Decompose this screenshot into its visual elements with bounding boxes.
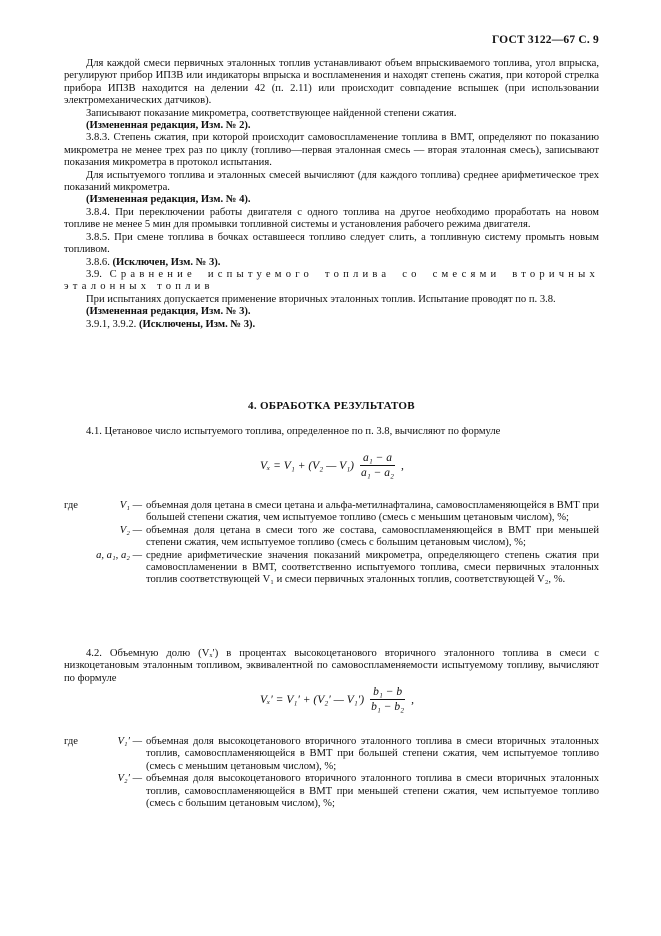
clause-number: 3.8.6. — [86, 256, 110, 268]
paragraph: 3.8.4. При переключении работы двигателя с одного топлива на другое необходимо проработать на новом топливе не менее 5 мин для промывки топливной системы и установления рабочего режима двигателя. — [64, 206, 599, 231]
definition-row — [64, 736, 599, 773]
definition-row — [64, 500, 599, 525]
paragraph: Записывают показание микрометра, соответствующее найденной степени сжатия. — [86, 107, 457, 119]
definition-text: объемная доля цетана в смеси цетана и альфа-метилнафталина, самовоспламеняющейся в ВМТ при большей степени сжатия, чем испытуемое топливо (смесь с меньшим цетановым числом), %; — [146, 500, 599, 524]
paragraph-excluded — [64, 257, 599, 269]
paragraph-4-2 — [64, 648, 599, 685]
clause-heading — [64, 269, 599, 294]
paragraph: Для испытуемого топлива и эталонных смесей вычисляют (для каждого топлива) среднее арифметическое трех показаний микрометра. — [64, 169, 599, 194]
definitions-formula-1 — [64, 500, 599, 587]
edition-note: (Измененная редакция, Изм. № 3). — [86, 306, 251, 318]
paragraph: 4.2. Объемную долю (Vₓ′) в процентах высокоцетанового вторичного эталонного топлива в смеси с низкоцетановым эталонным топливом, эквивалентной по самовоспламеняемости испытуемому топливу, вычисляют по формуле — [64, 648, 599, 684]
page-header: ГОСТ 3122—67 С. 9 — [491, 34, 599, 46]
clause-title: Сравнение испытуемого топлива со смесями вторичных эталонных топлив — [64, 268, 599, 293]
formula-lhs: Vₓ = V₁ + (V₂ — V₁) — [260, 459, 355, 472]
paragraph: 4.1. Цетановое число испытуемого топлива, определенное по п. 3.8, вычисляют по формуле — [86, 426, 501, 437]
definition-symbol: V₁′ — — [117, 736, 142, 747]
formula-cetane-number — [260, 452, 404, 480]
where-label: где — [64, 736, 78, 747]
formula-numerator: b₁ − b — [370, 686, 405, 700]
definition-text: объемная доля цетана в смеси того же состава, самовоспламеняющейся в ВМТ при меньшей степени сжатия, чем испытуемое топливо (смесь с большим цетановым числом), %; — [146, 524, 599, 549]
definition-text: объемная доля высокоцетанового вторичного эталонного топлива в смеси вторичных эталонных топлив, самовоспламеняющейся в ВМТ при меньшей степени сжатия, чем испытуемое топливо (смесь с большим цетановым числом), %; — [146, 773, 599, 810]
definition-symbol: a, a₁, a₂ — — [96, 549, 142, 561]
formula-tail: , — [401, 459, 404, 472]
formula-secondary-fuel — [260, 686, 414, 714]
where-label: где — [64, 500, 78, 511]
definition-text: объемная доля высокоцетанового вторичного эталонного топлива в смеси вторичных эталонных топлив, самовоспламеняющейся в ВМТ при большей степени сжатия, чем испытуемое топливо (смесь с меньшим цетановым числом), %; — [146, 736, 599, 772]
paragraph-excluded — [64, 319, 599, 331]
edition-note: (Измененная редакция, Изм. № 2). — [86, 120, 251, 132]
formula-fraction — [358, 452, 397, 480]
paragraph: 3.8.3. Степень сжатия, при которой происходит самовоспламенение топлива в ВМТ, определяют по показанию микрометра не менее трех раз по циклу (топливо—первая эталонная смесь — вторая эталонная смесь), записывают показания микрометра в протокол испытания. — [64, 132, 599, 169]
formula-fraction — [368, 686, 407, 714]
definition-symbol: V₂′ — — [117, 773, 142, 785]
definition-row — [64, 773, 599, 810]
definition-text: средние арифметические значения показаний микрометра, определяющего степень сжатия при самовоспламенении в ВМТ, соответственно испытуемого топлива, смеси первичных эталонных топлив соответствующей V₁ и смеси первичных эталонных топлив, соответствующей V₂, %. — [146, 549, 599, 586]
formula-tail: , — [411, 693, 414, 706]
paragraph: При испытаниях допускается применение вторичных эталонных топлив. Испытание проводят по п. 3.8. — [86, 293, 556, 305]
paragraph: Для каждой смеси первичных эталонных топлив устанавливают объем впрыскиваемого топлива, угол впрыска, регулируют прибор ИПЗВ или индикаторы впрыска и воспламенения и находят степень сжатия, при которой стрелка прибора ИПЗВ находится на делении 42 (п. 2.11) или происходит совпадение вспышек (при использовании электромеханических датчиков). — [64, 58, 599, 107]
definition-symbol: V₁ — — [119, 500, 142, 511]
definition-row — [64, 550, 599, 587]
clause-number: 3.9.1, 3.9.2. — [86, 318, 137, 330]
definition-row — [64, 525, 599, 550]
paragraph-group-3-8 — [64, 58, 599, 331]
definitions-formula-2 — [64, 736, 599, 810]
clause-number: 3.9. — [86, 268, 102, 280]
formula-lhs: Vₓ′ = V₁′ + (V₂′ — V₁′) — [260, 693, 365, 706]
definition-symbol: V₂ — — [119, 524, 142, 536]
paragraph: 3.8.5. При смене топлива в бочках оставшееся топливо следует слить, а топливную систему промыть новым топливом. — [64, 231, 599, 256]
edition-note: (Измененная редакция, Изм. № 4). — [86, 194, 251, 206]
formula-denominator: b₁ − b₂ — [371, 701, 405, 714]
formula-numerator: a₁ − a — [360, 452, 395, 466]
section-title: 4. ОБРАБОТКА РЕЗУЛЬТАТОВ — [248, 400, 415, 412]
paragraph-4-1 — [64, 426, 599, 438]
edition-note: (Исключен, Изм. № 3). — [112, 256, 221, 268]
edition-note: (Исключены, Изм. № 3). — [138, 318, 256, 330]
formula-denominator: a₁ − a₂ — [361, 467, 395, 480]
